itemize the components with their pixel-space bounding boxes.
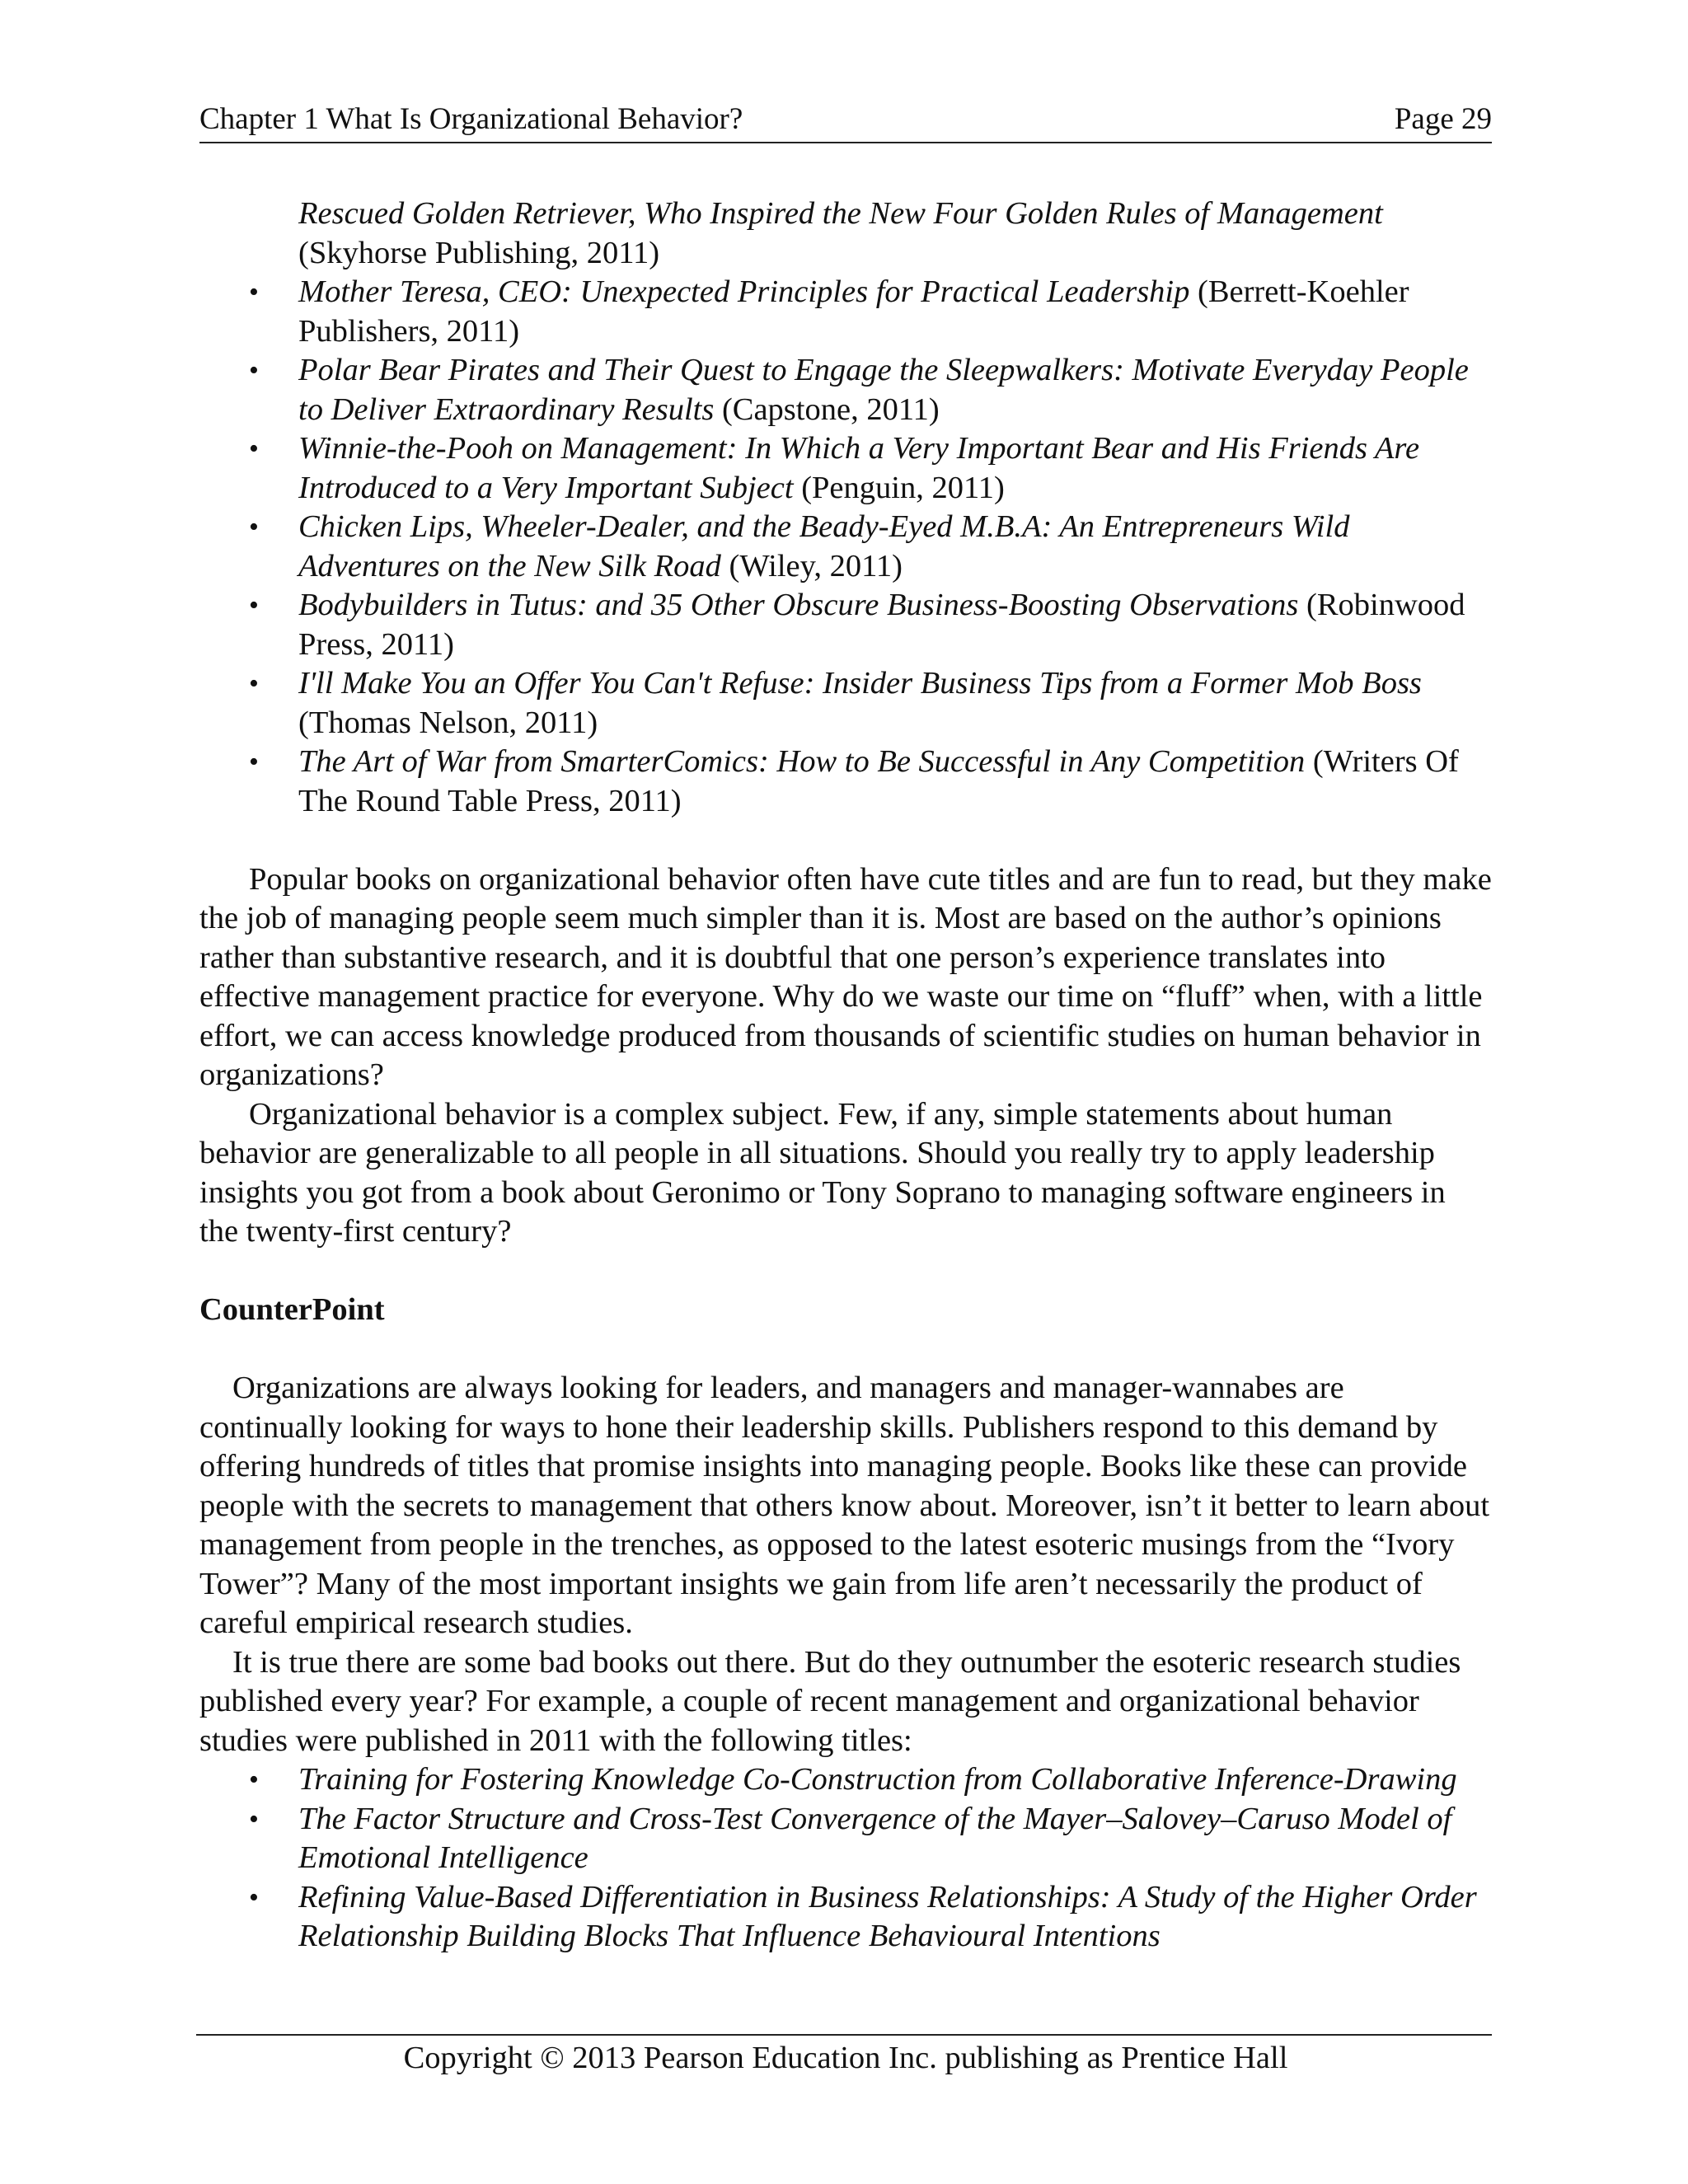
book-publisher: (Capstone, 2011) bbox=[721, 391, 940, 427]
book-list-continuation bbox=[298, 194, 1492, 273]
book-publisher: (Berrett-Koehler Publishers, 2011) bbox=[298, 274, 1409, 349]
page-footer bbox=[199, 2039, 1492, 2079]
document-page bbox=[199, 0, 1492, 2184]
study-title: Refining Value-Based Differentiation in Business Relationships: A Study of the Higher Order Relationship Building Blocks That Influence Behavioural Intentions bbox=[298, 1879, 1477, 1953]
spacer bbox=[199, 821, 1492, 860]
bullet-icon: • bbox=[249, 434, 259, 464]
footer-divider bbox=[196, 2034, 1492, 2036]
bullet-icon: • bbox=[249, 668, 259, 699]
list-item bbox=[249, 351, 1492, 429]
book-title: Mother Teresa, CEO: Unexpected Principles for Practical Leadership bbox=[298, 274, 1190, 309]
book-title: Rescued Golden Retriever, Who Inspired the New Four Golden Rules of Management bbox=[298, 196, 1383, 231]
counterpoint-paragraph: Organizations are always looking for leaders, and managers and manager-wannabes are continually looking for ways to hone their leadership skills. Publishers respond to this demand by offering hundreds of titles that promise insights into managing people. Books like these can provide people with the secrets to management that others know about. Moreover, isn’t it better to learn about management from people in the trenches, as opposed to the latest esoteric musings from the “Ivory Tower”? Many of the most important insights we gain from life aren’t necessarily the product of careful empirical research studies. bbox=[199, 1371, 1490, 1640]
book-publisher: (Writers Of The Round Table Press, 2011) bbox=[298, 744, 1459, 818]
list-item bbox=[249, 664, 1492, 743]
book-list bbox=[199, 194, 1492, 821]
spacer bbox=[199, 1252, 1492, 1291]
list-item bbox=[249, 1878, 1492, 1957]
book-publisher: (Thomas Nelson, 2011) bbox=[298, 705, 598, 740]
bullet-icon: • bbox=[249, 1803, 259, 1835]
page-header bbox=[199, 101, 1492, 143]
copyright-text: Copyright © 2013 Pearson Education Inc. publishing as Prentice Hall bbox=[403, 2041, 1288, 2075]
book-publisher: (Penguin, 2011) bbox=[801, 470, 1005, 505]
bullet-icon: • bbox=[249, 355, 259, 386]
point-paragraph: Popular books on organizational behavior often have cute titles and are fun to read, but they make the job of managing people seem much simpler than it is. Most are based on the author’s opinions rather than substantive research, and it is doubtful that one person’s experience translates into effective management practice for everyone. Why do we waste our time on “fluff” when, with a little effort, we can access knowledge produced from thousands of scientific studies on human behavior in organizations? bbox=[199, 861, 1492, 1092]
list-item bbox=[249, 508, 1492, 586]
bullet-icon: • bbox=[249, 1765, 259, 1795]
book-publisher: (Skyhorse Publishing, 2011) bbox=[298, 235, 660, 270]
book-title: Bodybuilders in Tutus: and 35 Other Obscure Business-Boosting Observations bbox=[298, 588, 1299, 622]
study-title: The Factor Structure and Cross-Test Convergence of the Mayer–Salovey–Caruso Model of Emotional Intelligence bbox=[298, 1801, 1452, 1875]
list-item bbox=[249, 273, 1492, 351]
book-title: Chicken Lips, Wheeler-Dealer, and the Beady-Eyed M.B.A: An Entrepreneurs Wild Adventures on the New Silk Road bbox=[298, 509, 1350, 583]
book-title: Winnie-the-Pooh on Management: In Which a Very Important Bear and His Friends Are Introduced to a Very Important Subject bbox=[298, 431, 1420, 505]
counterpoint-heading: CounterPoint bbox=[199, 1292, 385, 1327]
book-title: Polar Bear Pirates and Their Quest to Engage the Sleepwalkers: Motivate Everyday People to Deliver Extraordinary Results bbox=[298, 353, 1469, 427]
bullet-icon: • bbox=[249, 277, 259, 307]
bullet-icon: • bbox=[249, 512, 259, 542]
list-item bbox=[249, 1760, 1492, 1800]
book-publisher: (Robinwood Press, 2011) bbox=[298, 588, 1465, 662]
page-content bbox=[199, 194, 1492, 1957]
list-item bbox=[249, 743, 1492, 821]
book-title: The Art of War from SmarterComics: How to Be Successful in Any Competition bbox=[298, 744, 1306, 779]
bullet-icon: • bbox=[249, 590, 259, 621]
counterpoint-paragraph: It is true there are some bad books out there. But do they outnumber the esoteric research studies published every year? For example, a couple of recent management and organizational behavior studies were published in 2011 with the following titles: bbox=[199, 1644, 1461, 1758]
point-paragraph: Organizational behavior is a complex subject. Few, if any, simple statements about human behavior are generalizable to all people in all situations. Should you really try to apply leadership insights you got from a book about Geronimo or Tony Soprano to managing software engineers in the twenty-first century? bbox=[199, 1096, 1446, 1249]
list-item bbox=[249, 1800, 1492, 1878]
page-number: Page 29 bbox=[1394, 102, 1492, 136]
list-item bbox=[249, 429, 1492, 508]
chapter-title: Chapter 1 What Is Organizational Behavior? bbox=[199, 102, 743, 136]
book-publisher: (Wiley, 2011) bbox=[729, 548, 903, 583]
study-title: Training for Fostering Knowledge Co-Construction from Collaborative Inference-Drawing bbox=[298, 1762, 1457, 1797]
list-item bbox=[249, 586, 1492, 664]
bullet-icon: • bbox=[249, 747, 259, 777]
book-title: I'll Make You an Offer You Can't Refuse: Insider Business Tips from a Former Mob Boss bbox=[298, 666, 1422, 701]
bullet-icon: • bbox=[249, 1882, 259, 1913]
spacer bbox=[199, 1330, 1492, 1370]
study-title-list bbox=[199, 1760, 1492, 1957]
